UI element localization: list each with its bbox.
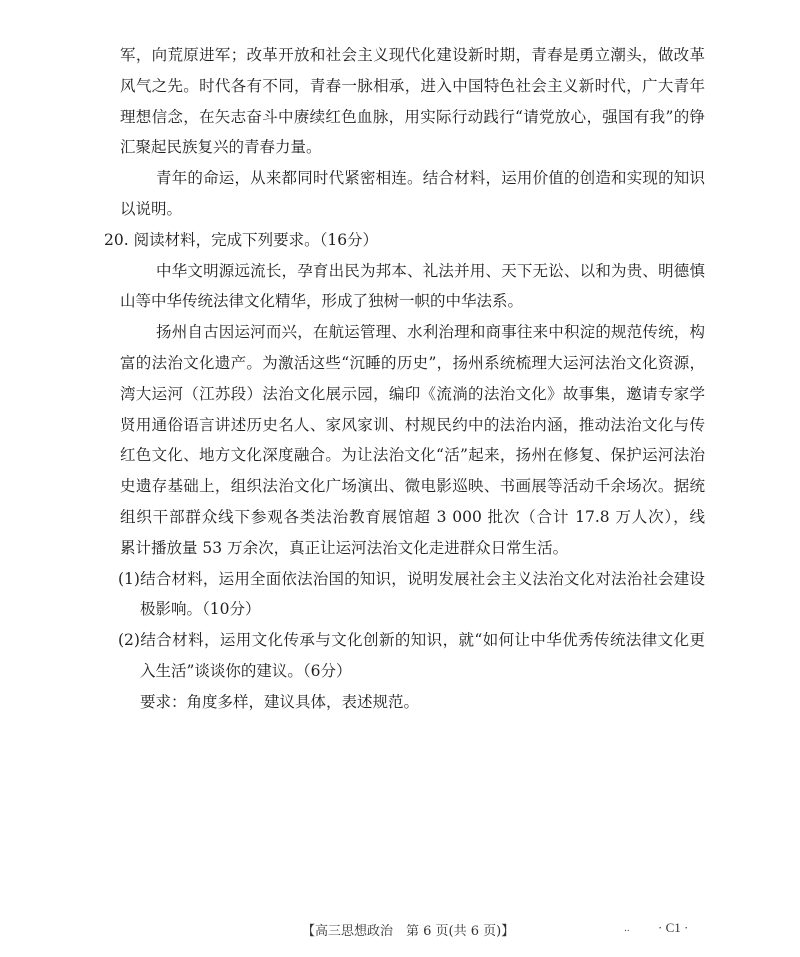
page-number-label: 【高三思想政治 第 6 页(共 6 页)】	[302, 924, 515, 939]
q20-subquestion-1: (1)结合材料，运用全面依法治国的知识，说明发展社会主义法治文化对法治社会建设	[118, 569, 705, 588]
passage-line: 汇聚起民族复兴的青春力量。	[120, 138, 322, 157]
passage-line: 军，向荒原进军；改革开放和社会主义现代化建设新时期，青春是勇立潮头，做改革	[120, 46, 705, 64]
q20-subquestion-2-cont: 入生活”谈谈你的建议。（6分）	[140, 661, 352, 680]
q20-material-line: 红色文化、地方文化深度融合。为让法治文化“活”起来，扬州在修复、保护运河法治	[120, 446, 705, 465]
exam-page-body	[104, 40, 705, 718]
q20-material-line: 累计播放量 53 万余次，真正让运河法治文化走进群众日常生活。	[120, 538, 569, 557]
paper-code: · C1 ·	[658, 920, 689, 935]
q20-requirement: 要求：角度多样，建议具体，表述规范。	[140, 692, 420, 711]
q20-heading: 20. 阅读材料，完成下列要求。（16分）	[104, 230, 379, 249]
q20-material-line: 富的法治文化遗产。为激活这些“沉睡的历史”，扬州系统梳理大运河法治文化资源，	[120, 353, 705, 372]
q20-material-line: 贤用通俗语言讲述历史名人、家风家训、村规民约中的法治内涵，推动法治文化与传	[120, 415, 705, 434]
q20-material-line: 组织干部群众线下参观各类法治教育展馆超 3 000 批次（合计 17.8 万人次），线	[120, 507, 705, 526]
q20-subquestion-1-cont: 极影响。（10分）	[140, 600, 261, 619]
footer-mark: ..	[624, 924, 630, 934]
q20-material-line: 湾大运河（江苏段）法治文化展示园，编印《流淌的法治文化》故事集，邀请专家学	[120, 384, 705, 403]
q19-prompt-line: 以说明。	[120, 199, 183, 218]
q20-subquestion-2: (2)结合材料，运用文化传承与文化创新的知识，就“如何让中华优秀传统法律文化更	[118, 631, 705, 650]
q19-prompt-line: 青年的命运，从来都同时代紧密相连。结合材料，运用价值的创造和实现的知识	[156, 169, 705, 188]
page-footer	[0, 920, 800, 942]
passage-line: 理想信念，在矢志奋斗中赓续红色血脉，用实际行动践行“请党放心，强国有我”的铮	[120, 107, 705, 126]
q20-material-line: 中华文明源远流长，孕育出民为邦本、礼法并用、天下无讼、以和为贵、明德慎	[156, 261, 705, 280]
q20-material-line: 山等中华传统法律文化精华，形成了独树一帜的中华法系。	[120, 292, 524, 311]
passage-line: 风气之先。时代各有不同，青春一脉相承，进入中国特色社会主义新时代，广大青年	[120, 76, 705, 95]
q20-material-line: 史遗存基础上，组织法治文化广场演出、微电影巡映、书画展等活动千余场次。据统	[120, 477, 705, 496]
q20-material-line: 扬州自古因运河而兴，在航运管理、水利治理和商事往来中积淀的规范传统，构	[156, 323, 705, 342]
